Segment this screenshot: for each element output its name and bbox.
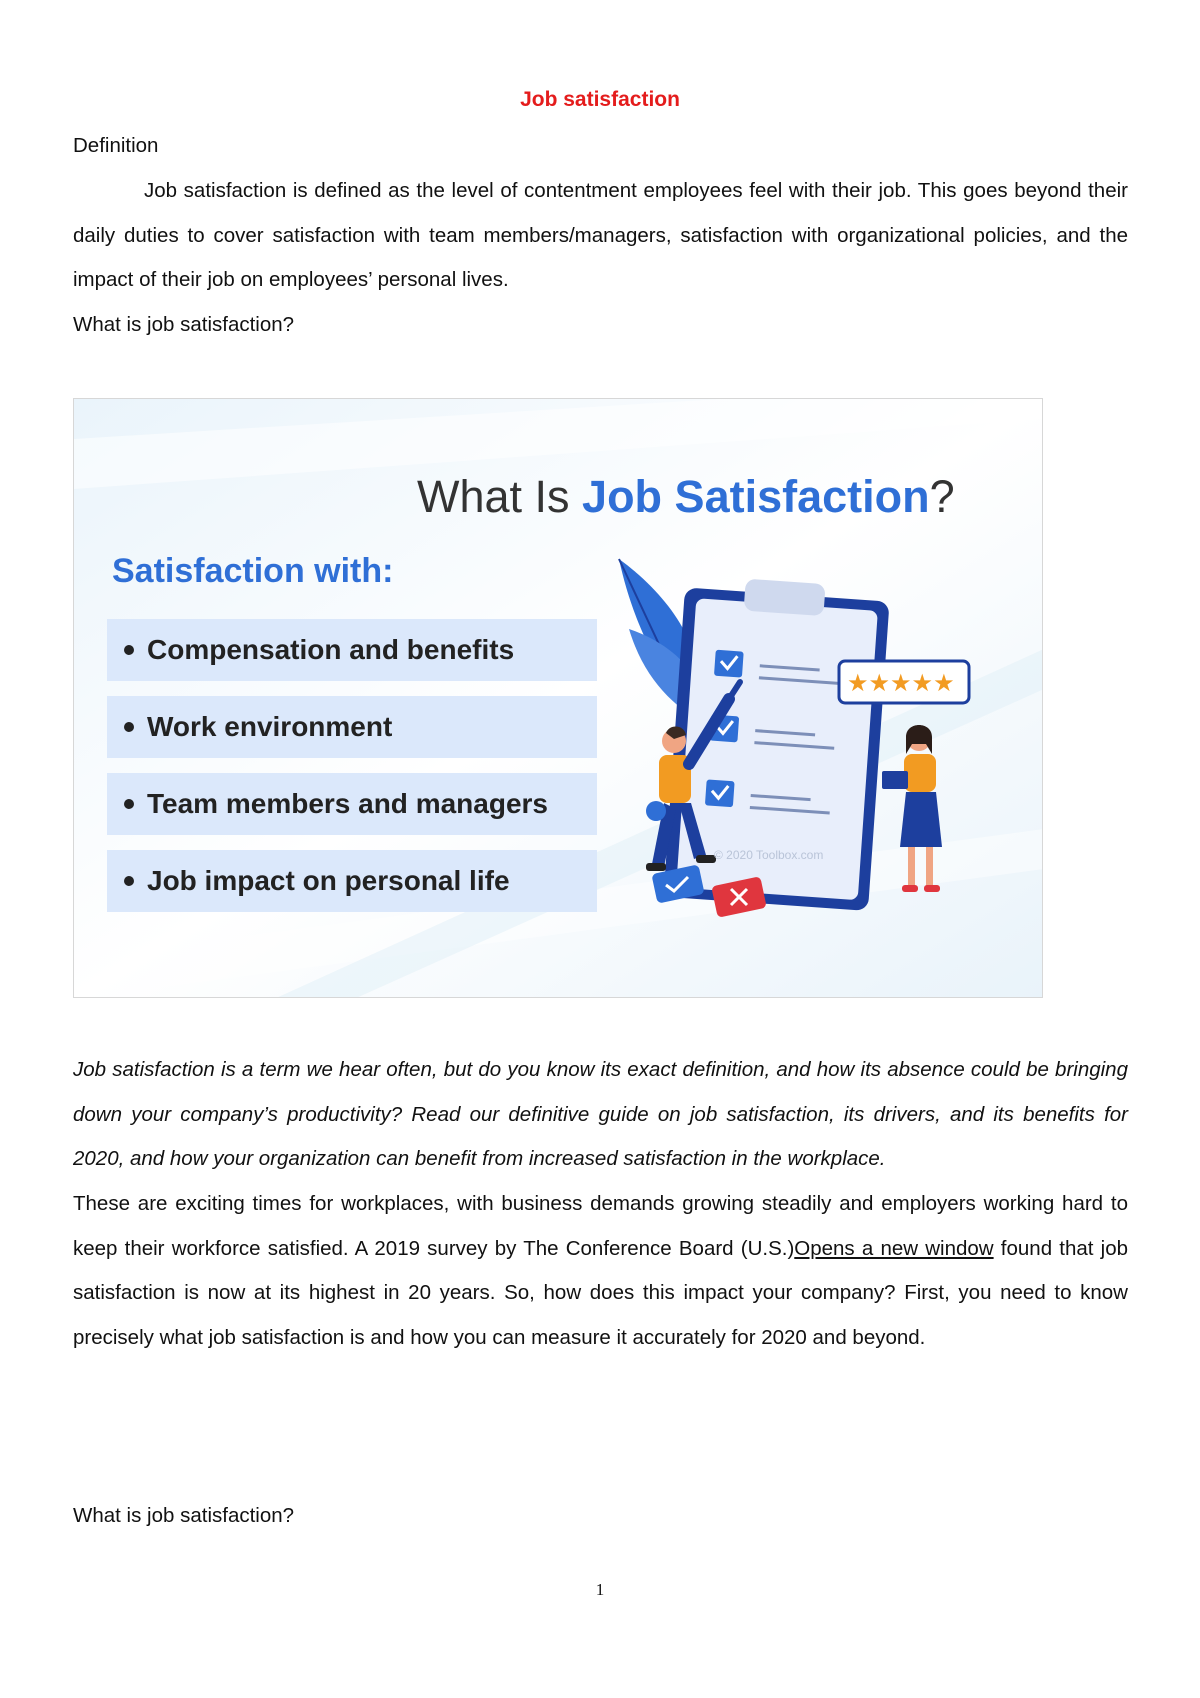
satisfaction-item (107, 773, 597, 835)
definition-heading: Definition (73, 134, 159, 157)
heading-suffix: ? (929, 471, 955, 522)
question-heading-repeat: What is job satisfaction? (73, 1504, 295, 1527)
question-heading: What is job satisfaction? (73, 313, 295, 336)
satisfaction-subheading: Satisfaction with: (112, 552, 394, 590)
satisfaction-item (107, 850, 597, 912)
watermark-text: © 2020 Toolbox.com (714, 848, 824, 862)
star-rating-icon (839, 661, 969, 703)
item-label: Work environment (147, 711, 393, 742)
infographic-heading (417, 471, 955, 522)
new-window-link[interactable]: Opens a new window (794, 1236, 994, 1260)
heading-highlight: Job Satisfaction (582, 471, 930, 522)
item-label: Compensation and benefits (147, 634, 515, 665)
svg-text:★★★★★: ★★★★★ (847, 669, 955, 697)
survey-paragraph (73, 1182, 1128, 1360)
survey-text-end: found that job satisfaction is now at its highest in 20 years. So, how does this impact your company? First, you need to know precisely what job satisfaction is and how you can measure it accurately for 2020 and beyond. (73, 1236, 1128, 1349)
job-satisfaction-infographic (73, 398, 1043, 998)
item-label: Job impact on personal life (147, 865, 510, 896)
item-label: Team members and managers (147, 788, 548, 819)
survey-text-start: These are exciting times for workplaces, with business demands growing steadily and employers working hard to keep their workforce satisfied. A 2019 survey by The Conference Board (U.S.) (73, 1192, 1128, 1260)
document-title: Job satisfaction (520, 88, 680, 111)
definition-paragraph: Job satisfaction is defined as the level of contentment employees feel with their job. This goes beyond their daily duties to cover satisfaction with team members/managers, satisfaction with organizational policies, and the impact of their job on employees’ personal lives. (73, 179, 1128, 291)
page-number: 1 (595, 1580, 605, 1599)
satisfaction-item (107, 619, 597, 681)
intro-paragraph: Job satisfaction is a term we hear often, but do you know its exact definition, and how its absence could be bringing down your company’s productivity? Read our definitive guide on job satisfaction, its drivers, and its benefits for 2020, and how your organization can benefit from increased satisfaction in the workplace. (73, 1058, 1128, 1170)
satisfaction-item (107, 696, 597, 758)
heading-prefix: What Is (417, 471, 583, 522)
